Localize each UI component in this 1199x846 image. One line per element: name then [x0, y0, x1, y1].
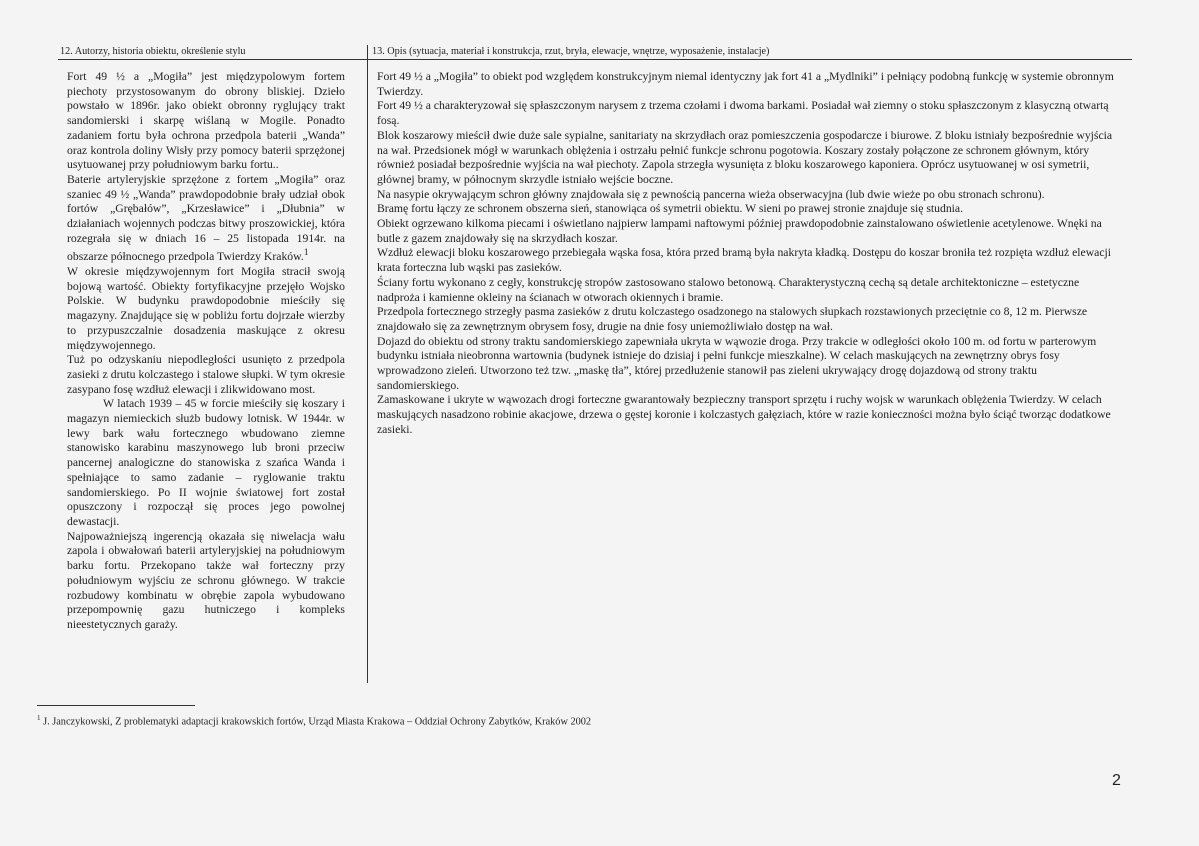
history-paragraph: Fort 49 ½ a „Mogiła” jest międzypolowym fortem piechoty przystosowanym do obrony bliskiej. Dzieło powstało w 1896r. jako obiekt obronny ryglujący trakt sandomierski i skarpę wiślaną w Mogile. Ponadto zadaniem fortu była ochrona przedpola baterii „Wanda” oraz kontrola doliny Wisły przy pomocy baterii sprzężonej usytuowanej przy południowym barku fortu..	[67, 70, 345, 172]
footnote-rule	[37, 705, 195, 706]
description-paragraph: Dojazd do obiektu od strony traktu sandomierskiego zapewniała ukryta w wąwozie droga. Przy trakcie w odległości około 100 m. od fortu w parterowym budynku istniała nieobronna wartownia (budynek istnieje do dzisiaj i pełni funkcje mieszkalne). W celach maskujących na zewnętrzny obrys fosy wprowadzono zieleń. Utworzono też tzw. „maskę tła”, której przedłużenie stanowił pas zieleni ukrywający drogę dojazdową od strony traktu sandomierskiego.	[377, 334, 1097, 392]
description-paragraph: Bramę fortu łączy ze schronem obszerna sień, stanowiąca oś symetrii obiektu. W sieni po prawej stronie znajduje się studnia.	[377, 202, 964, 216]
description-paragraph: Fort 49 ½ a „Mogiła” to obiekt pod względem konstrukcyjnym niemal identyczny jak fort 41 a „Mydlniki” i pełniący podobną funkcję w systemie obronnym Twierdzy.	[377, 70, 1114, 98]
section-header-description: 13. Opis (sytuacja, materiał i konstrukcja, rzut, bryła, elewacje, wnętrze, wyposażenie, instalacje)	[372, 46, 770, 57]
description-paragraph: Fort 49 ½ a charakteryzował się spłaszczonym narysem z trzema czołami i dwoma barkami. Posiadał wał ziemny o stoku spłaszczonym z klasyczną otwartą fosą.	[377, 99, 1109, 128]
history-paragraph: Baterie artyleryjskie sprzężone z fortem „Mogiła” oraz szaniec 49 ½ „Wanda” prawdopodobnie brały udział obok fortów „Grębałów”, „Krzesławice” i „Dłubnia” w działaniach wojennych podczas bitwy proszowickiej, która rozegrała się w dniach 16 – 25 listopada 1914r. na obszarze północnego przedpola Twierdzy Kraków.$^1$	[67, 172, 345, 264]
footnote-reference: 1	[303, 247, 309, 259]
header-rule	[58, 59, 1132, 60]
description-paragraph: Przedpola fortecznego strzegły pasma zasieków z drutu kolczastego osadzonego na stalowych słupkach rozstawionych przeciętnie co 8, 12 m. Pierwsze znajdowało się za zewnętrznym obrysem fosy, drugie na dnie fosy uniemożliwiało dostęp na wał.	[377, 305, 1088, 333]
footnote-marker: 1	[37, 714, 41, 722]
history-column	[67, 70, 345, 633]
description-paragraph: Zamaskowane i ukryte w wąwozach drogi forteczne gwarantowały bezpieczny transport sprzętu i ruchy wojsk w warunkach oblężenia Twierdzy. W celach maskujących nasadzono robinie akacjowe, drzewa o gęstej koronie i kolczastych gałęziach, które w razie konieczności można było ściąć tworząc dodatkowe zasieki.	[377, 393, 1111, 436]
description-column	[377, 70, 1117, 438]
footnote	[37, 712, 591, 728]
history-paragraph: W okresie międzywojennym fort Mogiła stracił swoją bojową wartość. Obiekty fortyfikacyjne przejęło Wojsko Polskie. W budynku prawdopodobnie mieściły się magazyny. Znajdujące się w pobliżu fortu dojrzałe wierzby to przypuszczalnie dosadzenia maskujące z okresu międzywojennego.	[67, 265, 345, 352]
footnote-text: J. Janczykowski, Z problematyki adaptacji krakowskich fortów, Urząd Miasta Krakowa – Oddział Ochrony Zabytków, Kraków 2002	[43, 716, 592, 728]
page-number: 2	[1112, 772, 1121, 789]
description-paragraph: Obiekt ogrzewano kilkoma piecami i oświetlano najpierw lampami naftowymi później prawdopodobnie zainstalowano oświetlenie acetylenowe. Wnęki na butle z gazem znajdowały się na skrzydłach koszar.	[377, 217, 1102, 245]
section-header-history: 12. Autorzy, historia obiektu, określenie stylu	[60, 46, 246, 57]
description-paragraph: Na nasypie okrywającym schron główny znajdowała się z pewnością pancerna wieża obserwacyjna (lub dwie wieże po obu stronach schronu).	[377, 187, 1045, 201]
history-paragraph: Tuż po odzyskaniu niepodległości usunięto z przedpola zasieki z drutu kolczastego i stalowe słupki. W tym okresie zasypano fosę wzdłuż elewacji i zlikwidowano most.	[67, 353, 345, 396]
column-divider	[367, 45, 368, 683]
history-paragraph: Najpoważniejszą ingerencją okazała się niwelacja wału zapola i obwałowań baterii artyleryjskiej na południowym barku fortu. Przekopano także wał forteczny przy południowym wyjściu ze schronu głównego. W trakcie rozbudowy kombinatu w obrębie zapola wybudowano przepompownię gazu hutniczego i kompleks nieestetycznych garaży.	[67, 529, 345, 631]
description-paragraph: Wzdłuż elewacji bloku koszarowego przebiegała wąska fosa, która przed bramą była nakryta kładką. Dostępu do koszar broniła też rozpięta wzdłuż elewacji krata forteczna lub wąski pas zasieków.	[377, 246, 1112, 275]
history-paragraph: W latach 1939 – 45 w forcie mieściły się koszary i magazyn niemieckich służb budowy lotnisk. W 1944r. w lewy bark wału fortecznego wbudowano ziemne stanowisko karabinu maszynowego lub broni przeciw pancernej analogiczne do stanowiska z szańca Wanda i spełniające to samo zadanie – ryglowanie traktu sandomierskiego. Po II wojnie światowej fort został opuszczony i rozpoczął się proces jego powolnej dewastacji.	[67, 397, 345, 528]
description-paragraph: Blok koszarowy mieścił dwie duże sale sypialne, sanitariaty na skrzydłach oraz pomieszczenia gospodarcze i biurowe. Z bloku istniały bezpośrednie wyjścia na wał. Przedsionek mógł w warunkach oblężenia i ostrzału pełnić funkcje schronu pogotowia. Koszary zostały połączone ze schronem głównym, który również posiadał bezpośrednie wyjścia na wał piechoty. Zapola strzegła wysunięta z bloku koszarowego kaponiera. Oprócz usytuowanej w osi symetrii, głównej bramy, w północnym skrzydle istniało wejście boczne.	[377, 128, 1113, 186]
description-paragraph: Ściany fortu wykonano z cegły, konstrukcję stropów zastosowano stalowo betonową. Charakterystyczną cechą są detale architektoniczne – estetyczne nadproża i kamienne okleiny na ścianach w otworach okiennych i bramie.	[377, 275, 1080, 304]
